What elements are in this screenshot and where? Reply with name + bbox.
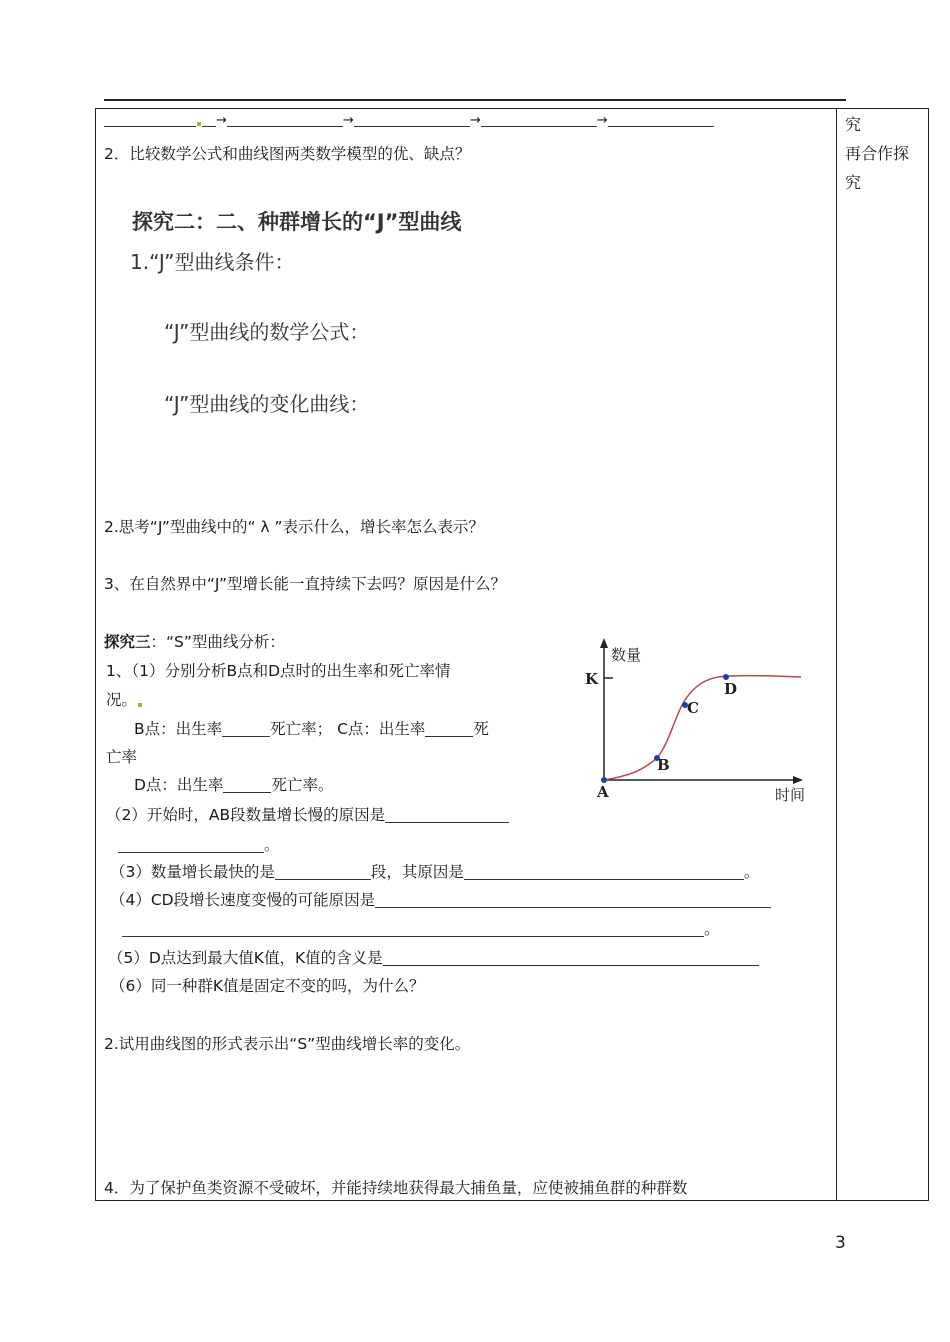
s-curve [604, 676, 801, 780]
explore3-heading: 探究三：“S”型曲线分析： [104, 633, 285, 651]
explore3-q4-cont: 。 [122, 917, 720, 939]
explore3-q4: （4）CD段增长速度变慢的可能原因是 [110, 888, 771, 910]
label-b: B [657, 756, 670, 774]
question-fish: 4．为了保护鱼类资源不受破坏，并能持续地获得最大捕鱼量，应使被捕鱼群的种群数 [104, 1179, 688, 1197]
page-number: 3 [835, 1233, 846, 1253]
label-c: C [687, 699, 699, 717]
explore2-formula: “J”型曲线的数学公式： [164, 320, 370, 344]
label-a: A [597, 783, 609, 801]
explore3-line3: B点：出生率 死亡率； C点：出生率 死 [134, 720, 489, 738]
explore2-curve: “J”型曲线的变化曲线： [164, 392, 370, 416]
k-label: K [585, 670, 599, 688]
flow-row: → → → → [104, 113, 714, 128]
question-s-rate: 2.试用曲线图的形式表示出“S”型曲线增长率的变化。 [104, 1035, 471, 1053]
s-curve-chart [575, 630, 825, 810]
explore3-q5: （5）D点达到最大值K值，K值的含义是 [108, 946, 759, 968]
explore3-q2-cont: 。 [118, 833, 280, 855]
header-rule [104, 99, 846, 101]
explore3-line4: 亡率 [106, 748, 138, 766]
explore2-conditions: 1.“J”型曲线条件： [130, 250, 295, 274]
y-axis-label: 数量 [611, 646, 642, 664]
table-left-border [95, 108, 96, 1201]
explore3-q2: （2）开始时，AB段数量增长慢的原因是 [106, 803, 509, 825]
explore3-q6: （6）同一种群K值是固定不变的吗，为什么？ [110, 977, 425, 995]
question-lambda: 2.思考“J”型曲线中的“ λ ”表示什么，增长率怎么表示？ [104, 518, 485, 536]
table-right-border [928, 108, 929, 1201]
explore3-line1: 1、（1）分别分析B点和D点时的出生率和死亡率情 [106, 662, 451, 680]
explore3-q3: （3）数量增长最快的是 段，其原因是 。 [110, 863, 760, 881]
explore3-line2: 况。 [106, 688, 143, 710]
side-text-1: 究 [845, 115, 862, 134]
question-compare-models: 2．比较数学公式和曲线图两类数学模型的优、缺点？ [104, 145, 471, 163]
x-axis-arrow [793, 776, 803, 784]
explore3-line5: D点：出生率 死亡率。 [134, 776, 334, 794]
table-bottom-border [95, 1200, 929, 1201]
side-text-3: 究 [845, 173, 862, 192]
explore2-heading: 探究二：二、种群增长的“J”型曲线 [132, 210, 462, 234]
table-top-border [95, 108, 928, 109]
question-nature: 3、在自然界中“J”型增长能一直持续下去吗？原因是什么？ [104, 575, 507, 593]
y-axis-arrow [600, 638, 608, 648]
table-mid-border [836, 108, 837, 1201]
label-d: D [724, 680, 738, 698]
x-axis-label: 时间 [775, 786, 806, 804]
side-text-2: 再合作探 [845, 144, 910, 163]
